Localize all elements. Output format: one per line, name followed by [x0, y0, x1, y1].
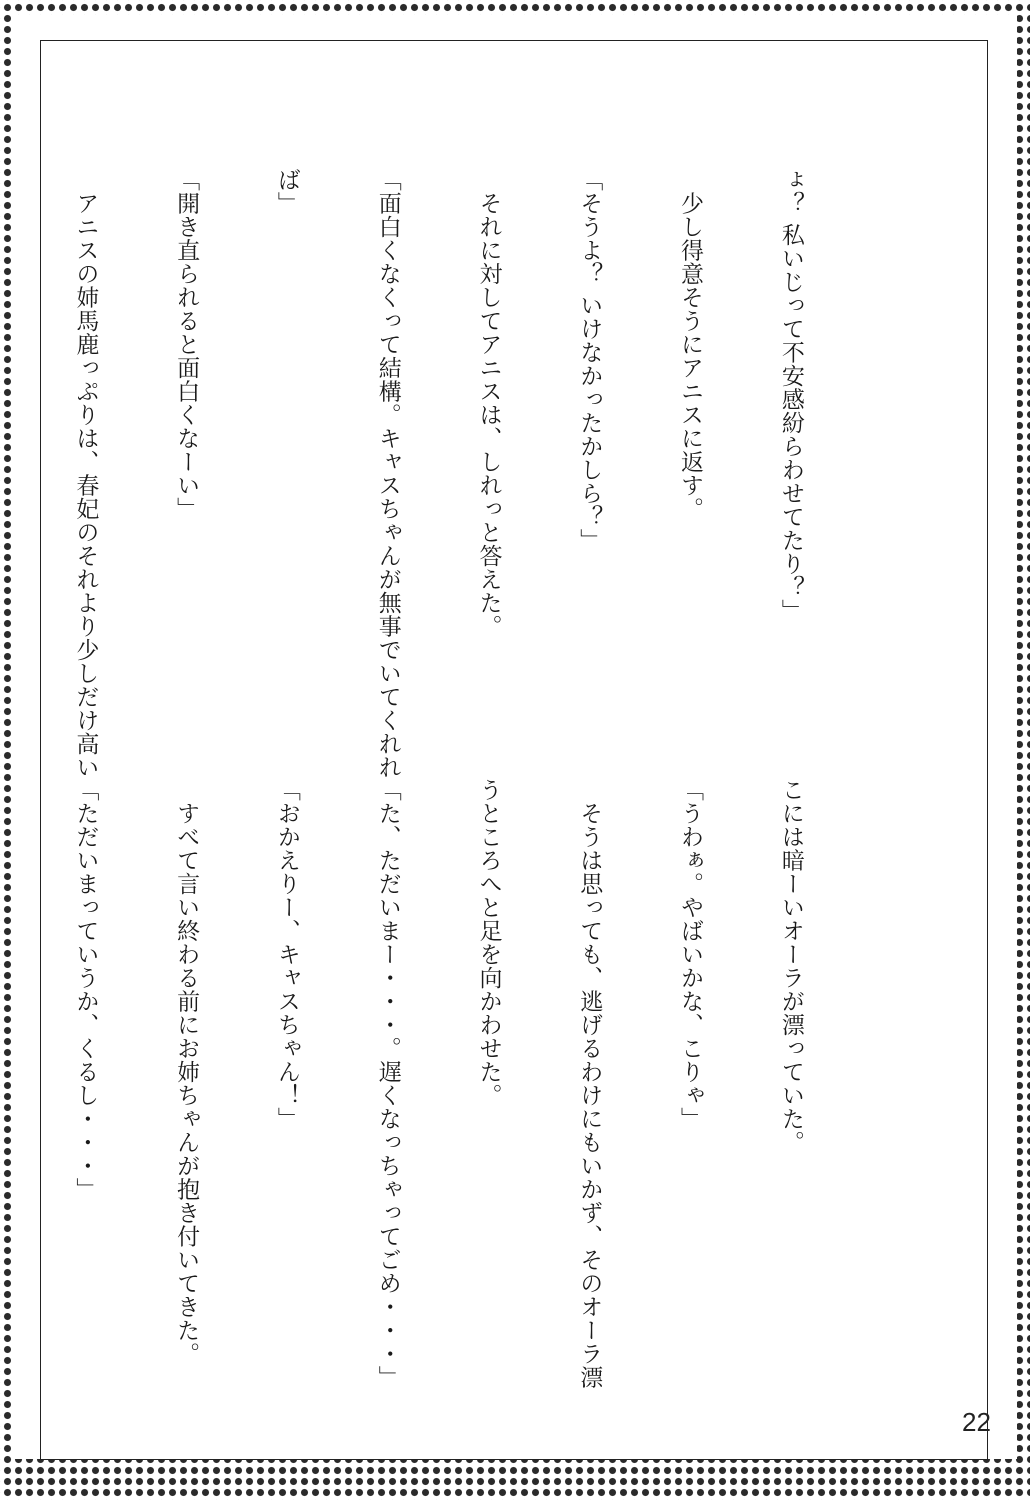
page-number: 22 [962, 1407, 991, 1437]
text-line: アニスの姉馬鹿っぷりは、春妃のそれより少しだけ高い [72, 168, 99, 779]
text-line: うところへと足を向かわせた。 [475, 778, 502, 1107]
text-line: ば」 [273, 168, 300, 215]
text-line: それに対してアニスは、しれっと答えた。 [475, 168, 502, 638]
text-column-top [0, 168, 874, 779]
text-line: すべて言い終わる前にお姉ちゃんが抱き付いてきた。 [173, 778, 200, 1366]
text-line: 「おかえりー、キャスちゃん！」 [273, 778, 300, 1131]
text-line: こには暗ーいオーラが漂っていた。 [777, 778, 804, 1154]
text-line: 「開き直られると面白くなーい」 [173, 168, 200, 521]
text-line: ょ？ 私いじって不安感紛らわせてたり？」 [777, 168, 804, 623]
text-line: そうは思っても、逃げるわけにもいかず、そのオーラ漂 [576, 778, 603, 1389]
text-line: 「面白くなくって結構。キャスちゃんが無事でいてくれれ [374, 168, 401, 779]
text-line: 少し得意そうにアニスに返す。 [677, 168, 704, 521]
text-line: 「た、ただいまー・・・。遅くなっちゃってごめ・・・」 [374, 778, 401, 1389]
text-column-bottom [0, 778, 874, 1389]
text-line: 「ただいまっていうか、くるし・・・」 [72, 778, 99, 1201]
text-line [0, 778, 1, 1378]
text-line [0, 168, 1, 748]
text-line: 「そうよ？ いけなかったかしら？」 [576, 168, 603, 552]
text-line: 「うわぁ。やばいかな、こりゃ」 [677, 778, 704, 1131]
